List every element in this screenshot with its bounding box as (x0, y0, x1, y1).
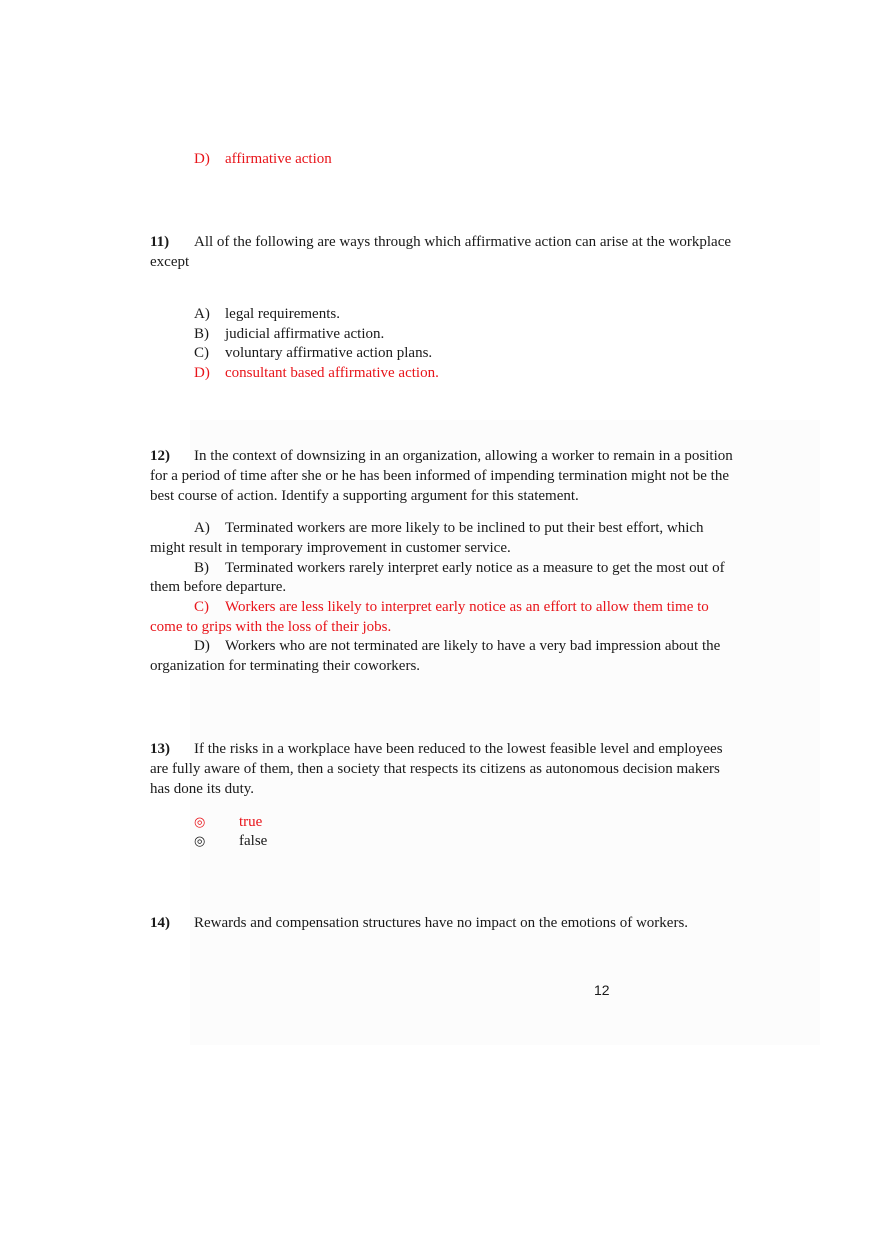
q12-option-c (194, 597, 709, 617)
option-letter: D) (194, 151, 210, 167)
question-text: If the risks in a workplace have been reduced to the lowest feasible level and employees (194, 741, 723, 757)
q12-option-c-cont: come to grips with the loss of their jobs. (150, 619, 392, 635)
option-text: voluntary affirmative action plans. (225, 345, 433, 361)
option-letter: C) (194, 345, 209, 361)
option-letter: D) (194, 638, 210, 654)
option-text: Workers who are not terminated are likely to have a very bad impression about the (225, 638, 721, 654)
option-letter: B) (194, 560, 209, 576)
option-letter: B) (194, 326, 209, 342)
q12-option-d-cont: organization for terminating their coworkers. (150, 658, 421, 674)
question-number: 11) (150, 234, 170, 250)
q11-option-c (194, 343, 432, 363)
q10-option-d (194, 149, 332, 169)
option-text: Workers are less likely to interpret early notice as an effort to allow them time to (225, 599, 709, 615)
option-text: Terminated workers rarely interpret early notice as a measure to get the most out of (225, 560, 725, 576)
q12-stem-line3: best course of action. Identify a supporting argument for this statement. (150, 488, 579, 504)
page-number: 12 (594, 982, 610, 998)
option-letter: A) (194, 306, 210, 322)
option-letter: C) (194, 599, 209, 615)
option-text: Terminated workers are more likely to be inclined to put their best effort, which (225, 520, 704, 536)
q11-option-b (194, 324, 384, 344)
q12-stem-line1 (150, 446, 733, 466)
radio-bullet-icon: ◎ (194, 833, 206, 848)
option-text: consultant based affirmative action. (225, 365, 439, 381)
question-number: 12) (150, 448, 170, 464)
question-number: 14) (150, 915, 170, 931)
q12-stem-line2: for a period of time after she or he has been informed of impending termination might not be the (150, 468, 729, 484)
page-shading (190, 420, 820, 1045)
option-letter: A) (194, 520, 210, 536)
q12-option-d (194, 636, 720, 656)
question-text: In the context of downsizing in an organization, allowing a worker to remain in a position (194, 448, 733, 464)
question-text: All of the following are ways through which affirmative action can arise at the workplace (194, 234, 732, 250)
question-number: 13) (150, 741, 170, 757)
q13-option-false (194, 831, 267, 851)
option-text: true (239, 814, 263, 830)
question-text: Rewards and compensation structures have no impact on the emotions of workers. (194, 915, 689, 931)
q12-option-b (194, 558, 725, 578)
q13-stem-line2: are fully aware of them, then a society that respects its citizens as autonomous decision makers (150, 761, 720, 777)
radio-bullet-icon: ◎ (194, 814, 206, 829)
q12-option-a (194, 518, 704, 538)
q12-option-b-cont: them before departure. (150, 579, 287, 595)
option-text: judicial affirmative action. (225, 326, 385, 342)
q12-option-a-cont: might result in temporary improvement in customer service. (150, 540, 511, 556)
q11-option-d (194, 363, 439, 383)
q11-option-a (194, 304, 340, 324)
q13-option-true (194, 812, 262, 832)
q11-stem-line2: except (150, 254, 190, 270)
q13-stem-line1 (150, 739, 723, 759)
option-letter: D) (194, 365, 210, 381)
option-text: legal requirements. (225, 306, 340, 322)
option-text: affirmative action (225, 151, 332, 167)
q14-stem (150, 913, 688, 933)
q13-stem-line3: has done its duty. (150, 781, 255, 797)
q11-stem-line1 (150, 232, 731, 252)
option-text: false (239, 833, 268, 849)
